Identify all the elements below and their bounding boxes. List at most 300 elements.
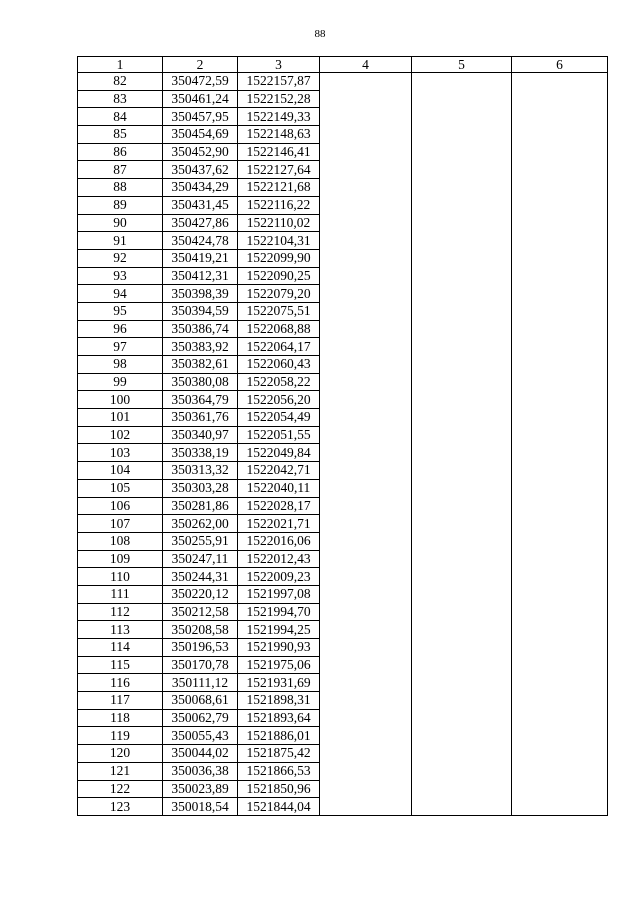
point-number-cell: 96 xyxy=(78,320,163,338)
empty-cell xyxy=(320,656,412,674)
empty-cell xyxy=(320,73,412,91)
table-row xyxy=(78,143,608,161)
empty-cell xyxy=(412,267,512,285)
x-coordinate-cell: 350255,91 xyxy=(163,532,238,550)
empty-cell xyxy=(412,391,512,409)
y-coordinate-cell: 1522051,55 xyxy=(238,426,320,444)
empty-cell xyxy=(412,568,512,586)
y-coordinate-cell: 1522056,20 xyxy=(238,391,320,409)
point-number-cell: 88 xyxy=(78,179,163,197)
empty-cell xyxy=(320,126,412,144)
table-row xyxy=(78,444,608,462)
empty-cell xyxy=(320,196,412,214)
empty-cell xyxy=(412,108,512,126)
x-coordinate-cell: 350437,62 xyxy=(163,161,238,179)
table-row xyxy=(78,497,608,515)
y-coordinate-cell: 1522127,64 xyxy=(238,161,320,179)
x-coordinate-cell: 350023,89 xyxy=(163,780,238,798)
point-number-cell: 90 xyxy=(78,214,163,232)
empty-cell xyxy=(512,356,608,374)
empty-cell xyxy=(412,532,512,550)
empty-cell xyxy=(512,302,608,320)
x-coordinate-cell: 350262,00 xyxy=(163,515,238,533)
y-coordinate-cell: 1521886,01 xyxy=(238,727,320,745)
point-number-cell: 104 xyxy=(78,462,163,480)
table-row xyxy=(78,621,608,639)
y-coordinate-cell: 1521850,96 xyxy=(238,780,320,798)
empty-cell xyxy=(412,479,512,497)
empty-cell xyxy=(320,161,412,179)
x-coordinate-cell: 350170,78 xyxy=(163,656,238,674)
empty-cell xyxy=(320,356,412,374)
empty-cell xyxy=(412,780,512,798)
y-coordinate-cell: 1522028,17 xyxy=(238,497,320,515)
x-coordinate-cell: 350044,02 xyxy=(163,745,238,763)
y-coordinate-cell: 1522075,51 xyxy=(238,302,320,320)
empty-cell xyxy=(512,462,608,480)
empty-cell xyxy=(512,674,608,692)
table-row xyxy=(78,320,608,338)
table-row xyxy=(78,108,608,126)
point-number-cell: 89 xyxy=(78,196,163,214)
point-number-cell: 92 xyxy=(78,249,163,267)
empty-cell xyxy=(412,444,512,462)
x-coordinate-cell: 350461,24 xyxy=(163,90,238,108)
x-coordinate-cell: 350382,61 xyxy=(163,356,238,374)
empty-cell xyxy=(512,656,608,674)
empty-cell xyxy=(320,497,412,515)
x-coordinate-cell: 350424,78 xyxy=(163,232,238,250)
point-number-cell: 121 xyxy=(78,762,163,780)
table-row xyxy=(78,373,608,391)
y-coordinate-cell: 1522042,71 xyxy=(238,462,320,480)
empty-cell xyxy=(320,302,412,320)
empty-cell xyxy=(412,356,512,374)
empty-cell xyxy=(412,409,512,427)
y-coordinate-cell: 1521975,06 xyxy=(238,656,320,674)
point-number-cell: 110 xyxy=(78,568,163,586)
empty-cell xyxy=(320,532,412,550)
table-row xyxy=(78,285,608,303)
empty-cell xyxy=(512,196,608,214)
empty-cell xyxy=(320,745,412,763)
column-header: 5 xyxy=(412,57,512,73)
x-coordinate-cell: 350313,32 xyxy=(163,462,238,480)
table-row xyxy=(78,656,608,674)
table-row xyxy=(78,90,608,108)
empty-cell xyxy=(412,709,512,727)
empty-cell xyxy=(320,179,412,197)
y-coordinate-cell: 1522058,22 xyxy=(238,373,320,391)
x-coordinate-cell: 350244,31 xyxy=(163,568,238,586)
empty-cell xyxy=(512,161,608,179)
empty-cell xyxy=(512,126,608,144)
column-header: 2 xyxy=(163,57,238,73)
point-number-cell: 120 xyxy=(78,745,163,763)
point-number-cell: 82 xyxy=(78,73,163,91)
point-number-cell: 105 xyxy=(78,479,163,497)
x-coordinate-cell: 350068,61 xyxy=(163,692,238,710)
y-coordinate-cell: 1521844,04 xyxy=(238,798,320,816)
x-coordinate-cell: 350427,86 xyxy=(163,214,238,232)
empty-cell xyxy=(512,179,608,197)
y-coordinate-cell: 1522121,68 xyxy=(238,179,320,197)
empty-cell xyxy=(320,444,412,462)
point-number-cell: 123 xyxy=(78,798,163,816)
y-coordinate-cell: 1522060,43 xyxy=(238,356,320,374)
empty-cell xyxy=(412,302,512,320)
point-number-cell: 118 xyxy=(78,709,163,727)
empty-cell xyxy=(412,249,512,267)
empty-cell xyxy=(412,338,512,356)
table-row xyxy=(78,73,608,91)
empty-cell xyxy=(320,338,412,356)
empty-cell xyxy=(412,373,512,391)
x-coordinate-cell: 350018,54 xyxy=(163,798,238,816)
empty-cell xyxy=(412,497,512,515)
column-header: 6 xyxy=(512,57,608,73)
point-number-cell: 102 xyxy=(78,426,163,444)
empty-cell xyxy=(320,214,412,232)
empty-cell xyxy=(512,108,608,126)
table-row xyxy=(78,126,608,144)
empty-cell xyxy=(512,426,608,444)
empty-cell xyxy=(320,568,412,586)
empty-cell xyxy=(412,196,512,214)
empty-cell xyxy=(512,391,608,409)
point-number-cell: 86 xyxy=(78,143,163,161)
empty-cell xyxy=(512,798,608,816)
x-coordinate-cell: 350303,28 xyxy=(163,479,238,497)
point-number-cell: 87 xyxy=(78,161,163,179)
y-coordinate-cell: 1521990,93 xyxy=(238,639,320,657)
empty-cell xyxy=(412,550,512,568)
table-row xyxy=(78,462,608,480)
empty-cell xyxy=(412,232,512,250)
y-coordinate-cell: 1522099,90 xyxy=(238,249,320,267)
empty-cell xyxy=(512,285,608,303)
empty-cell xyxy=(512,692,608,710)
empty-cell xyxy=(512,550,608,568)
empty-cell xyxy=(512,214,608,232)
empty-cell xyxy=(512,780,608,798)
column-header: 4 xyxy=(320,57,412,73)
x-coordinate-cell: 350380,08 xyxy=(163,373,238,391)
y-coordinate-cell: 1522116,22 xyxy=(238,196,320,214)
empty-cell xyxy=(412,90,512,108)
x-coordinate-cell: 350055,43 xyxy=(163,727,238,745)
y-coordinate-cell: 1522079,20 xyxy=(238,285,320,303)
empty-cell xyxy=(320,232,412,250)
point-number-cell: 84 xyxy=(78,108,163,126)
empty-cell xyxy=(412,603,512,621)
column-header: 1 xyxy=(78,57,163,73)
table-body xyxy=(78,73,608,816)
point-number-cell: 122 xyxy=(78,780,163,798)
x-coordinate-cell: 350062,79 xyxy=(163,709,238,727)
empty-cell xyxy=(412,621,512,639)
point-number-cell: 85 xyxy=(78,126,163,144)
empty-cell xyxy=(320,320,412,338)
empty-cell xyxy=(512,639,608,657)
table-row xyxy=(78,762,608,780)
table-row xyxy=(78,302,608,320)
empty-cell xyxy=(320,639,412,657)
empty-cell xyxy=(412,126,512,144)
point-number-cell: 107 xyxy=(78,515,163,533)
empty-cell xyxy=(412,143,512,161)
x-coordinate-cell: 350452,90 xyxy=(163,143,238,161)
empty-cell xyxy=(320,249,412,267)
table-row xyxy=(78,356,608,374)
table-row xyxy=(78,639,608,657)
y-coordinate-cell: 1521931,69 xyxy=(238,674,320,692)
y-coordinate-cell: 1522152,28 xyxy=(238,90,320,108)
y-coordinate-cell: 1522016,06 xyxy=(238,532,320,550)
x-coordinate-cell: 350419,21 xyxy=(163,249,238,267)
x-coordinate-cell: 350364,79 xyxy=(163,391,238,409)
y-coordinate-cell: 1522054,49 xyxy=(238,409,320,427)
point-number-cell: 119 xyxy=(78,727,163,745)
empty-cell xyxy=(320,391,412,409)
empty-cell xyxy=(412,462,512,480)
table-row xyxy=(78,232,608,250)
empty-cell xyxy=(512,603,608,621)
point-number-cell: 103 xyxy=(78,444,163,462)
empty-cell xyxy=(320,585,412,603)
empty-cell xyxy=(412,179,512,197)
point-number-cell: 93 xyxy=(78,267,163,285)
empty-cell xyxy=(512,727,608,745)
empty-cell xyxy=(512,479,608,497)
empty-cell xyxy=(412,73,512,91)
table-row xyxy=(78,426,608,444)
y-coordinate-cell: 1522110,02 xyxy=(238,214,320,232)
empty-cell xyxy=(320,727,412,745)
empty-cell xyxy=(412,656,512,674)
table-row xyxy=(78,692,608,710)
empty-cell xyxy=(512,249,608,267)
point-number-cell: 113 xyxy=(78,621,163,639)
empty-cell xyxy=(320,267,412,285)
empty-cell xyxy=(320,515,412,533)
x-coordinate-cell: 350208,58 xyxy=(163,621,238,639)
x-coordinate-cell: 350383,92 xyxy=(163,338,238,356)
point-number-cell: 99 xyxy=(78,373,163,391)
point-number-cell: 98 xyxy=(78,356,163,374)
empty-cell xyxy=(320,798,412,816)
y-coordinate-cell: 1522040,11 xyxy=(238,479,320,497)
empty-cell xyxy=(512,90,608,108)
table-row xyxy=(78,409,608,427)
empty-cell xyxy=(512,409,608,427)
empty-cell xyxy=(412,161,512,179)
empty-cell xyxy=(320,409,412,427)
x-coordinate-cell: 350281,86 xyxy=(163,497,238,515)
y-coordinate-cell: 1522146,41 xyxy=(238,143,320,161)
empty-cell xyxy=(512,745,608,763)
empty-cell xyxy=(320,90,412,108)
x-coordinate-cell: 350361,76 xyxy=(163,409,238,427)
x-coordinate-cell: 350454,69 xyxy=(163,126,238,144)
empty-cell xyxy=(320,674,412,692)
empty-cell xyxy=(320,373,412,391)
table-row xyxy=(78,267,608,285)
table-row xyxy=(78,585,608,603)
x-coordinate-cell: 350340,97 xyxy=(163,426,238,444)
point-number-cell: 111 xyxy=(78,585,163,603)
point-number-cell: 95 xyxy=(78,302,163,320)
empty-cell xyxy=(412,727,512,745)
y-coordinate-cell: 1521866,53 xyxy=(238,762,320,780)
empty-cell xyxy=(512,444,608,462)
empty-cell xyxy=(512,532,608,550)
empty-cell xyxy=(320,479,412,497)
empty-cell xyxy=(412,515,512,533)
empty-cell xyxy=(412,798,512,816)
point-number-cell: 112 xyxy=(78,603,163,621)
empty-cell xyxy=(512,267,608,285)
point-number-cell: 97 xyxy=(78,338,163,356)
x-coordinate-cell: 350247,11 xyxy=(163,550,238,568)
table-row xyxy=(78,196,608,214)
empty-cell xyxy=(412,426,512,444)
x-coordinate-cell: 350434,29 xyxy=(163,179,238,197)
table-row xyxy=(78,179,608,197)
column-header: 3 xyxy=(238,57,320,73)
x-coordinate-cell: 350338,19 xyxy=(163,444,238,462)
point-number-cell: 116 xyxy=(78,674,163,692)
empty-cell xyxy=(512,73,608,91)
empty-cell xyxy=(412,692,512,710)
y-coordinate-cell: 1522009,23 xyxy=(238,568,320,586)
empty-cell xyxy=(320,621,412,639)
table-row xyxy=(78,391,608,409)
y-coordinate-cell: 1522064,17 xyxy=(238,338,320,356)
table-row xyxy=(78,674,608,692)
coordinates-table xyxy=(77,56,608,816)
table-row xyxy=(78,798,608,816)
table-row xyxy=(78,709,608,727)
empty-cell xyxy=(412,674,512,692)
y-coordinate-cell: 1522068,88 xyxy=(238,320,320,338)
table-row xyxy=(78,603,608,621)
point-number-cell: 100 xyxy=(78,391,163,409)
y-coordinate-cell: 1522149,33 xyxy=(238,108,320,126)
empty-cell xyxy=(320,143,412,161)
x-coordinate-cell: 350386,74 xyxy=(163,320,238,338)
y-coordinate-cell: 1522049,84 xyxy=(238,444,320,462)
empty-cell xyxy=(320,550,412,568)
empty-cell xyxy=(512,338,608,356)
x-coordinate-cell: 350036,38 xyxy=(163,762,238,780)
page-number: 88 xyxy=(314,28,326,40)
y-coordinate-cell: 1521875,42 xyxy=(238,745,320,763)
point-number-cell: 108 xyxy=(78,532,163,550)
empty-cell xyxy=(512,709,608,727)
table-row xyxy=(78,727,608,745)
empty-cell xyxy=(320,603,412,621)
y-coordinate-cell: 1522148,63 xyxy=(238,126,320,144)
empty-cell xyxy=(412,214,512,232)
table-row xyxy=(78,568,608,586)
empty-cell xyxy=(412,585,512,603)
empty-cell xyxy=(512,621,608,639)
table-row xyxy=(78,745,608,763)
empty-cell xyxy=(320,692,412,710)
empty-cell xyxy=(512,232,608,250)
table-row xyxy=(78,214,608,232)
point-number-cell: 115 xyxy=(78,656,163,674)
table-row xyxy=(78,338,608,356)
empty-cell xyxy=(412,285,512,303)
point-number-cell: 117 xyxy=(78,692,163,710)
y-coordinate-cell: 1522021,71 xyxy=(238,515,320,533)
x-coordinate-cell: 350472,59 xyxy=(163,73,238,91)
empty-cell xyxy=(512,320,608,338)
y-coordinate-cell: 1522012,43 xyxy=(238,550,320,568)
empty-cell xyxy=(320,762,412,780)
table-row xyxy=(78,515,608,533)
empty-cell xyxy=(412,762,512,780)
y-coordinate-cell: 1521997,08 xyxy=(238,585,320,603)
empty-cell xyxy=(412,745,512,763)
point-number-cell: 109 xyxy=(78,550,163,568)
empty-cell xyxy=(320,426,412,444)
empty-cell xyxy=(320,108,412,126)
y-coordinate-cell: 1522090,25 xyxy=(238,267,320,285)
empty-cell xyxy=(512,373,608,391)
empty-cell xyxy=(512,143,608,161)
y-coordinate-cell: 1522157,87 xyxy=(238,73,320,91)
y-coordinate-cell: 1521994,70 xyxy=(238,603,320,621)
empty-cell xyxy=(320,285,412,303)
table-row xyxy=(78,161,608,179)
y-coordinate-cell: 1521994,25 xyxy=(238,621,320,639)
point-number-cell: 101 xyxy=(78,409,163,427)
empty-cell xyxy=(512,762,608,780)
table-row xyxy=(78,479,608,497)
x-coordinate-cell: 350111,12 xyxy=(163,674,238,692)
empty-cell xyxy=(320,462,412,480)
table-row xyxy=(78,550,608,568)
y-coordinate-cell: 1521898,31 xyxy=(238,692,320,710)
x-coordinate-cell: 350212,58 xyxy=(163,603,238,621)
y-coordinate-cell: 1521893,64 xyxy=(238,709,320,727)
point-number-cell: 114 xyxy=(78,639,163,657)
x-coordinate-cell: 350394,59 xyxy=(163,302,238,320)
x-coordinate-cell: 350196,53 xyxy=(163,639,238,657)
x-coordinate-cell: 350431,45 xyxy=(163,196,238,214)
point-number-cell: 106 xyxy=(78,497,163,515)
point-number-cell: 91 xyxy=(78,232,163,250)
x-coordinate-cell: 350457,95 xyxy=(163,108,238,126)
empty-cell xyxy=(512,515,608,533)
table-row xyxy=(78,780,608,798)
empty-cell xyxy=(412,639,512,657)
y-coordinate-cell: 1522104,31 xyxy=(238,232,320,250)
table-row xyxy=(78,249,608,267)
empty-cell xyxy=(512,585,608,603)
x-coordinate-cell: 350220,12 xyxy=(163,585,238,603)
empty-cell xyxy=(320,780,412,798)
empty-cell xyxy=(412,320,512,338)
empty-cell xyxy=(512,568,608,586)
point-number-cell: 94 xyxy=(78,285,163,303)
empty-cell xyxy=(320,709,412,727)
x-coordinate-cell: 350398,39 xyxy=(163,285,238,303)
x-coordinate-cell: 350412,31 xyxy=(163,267,238,285)
